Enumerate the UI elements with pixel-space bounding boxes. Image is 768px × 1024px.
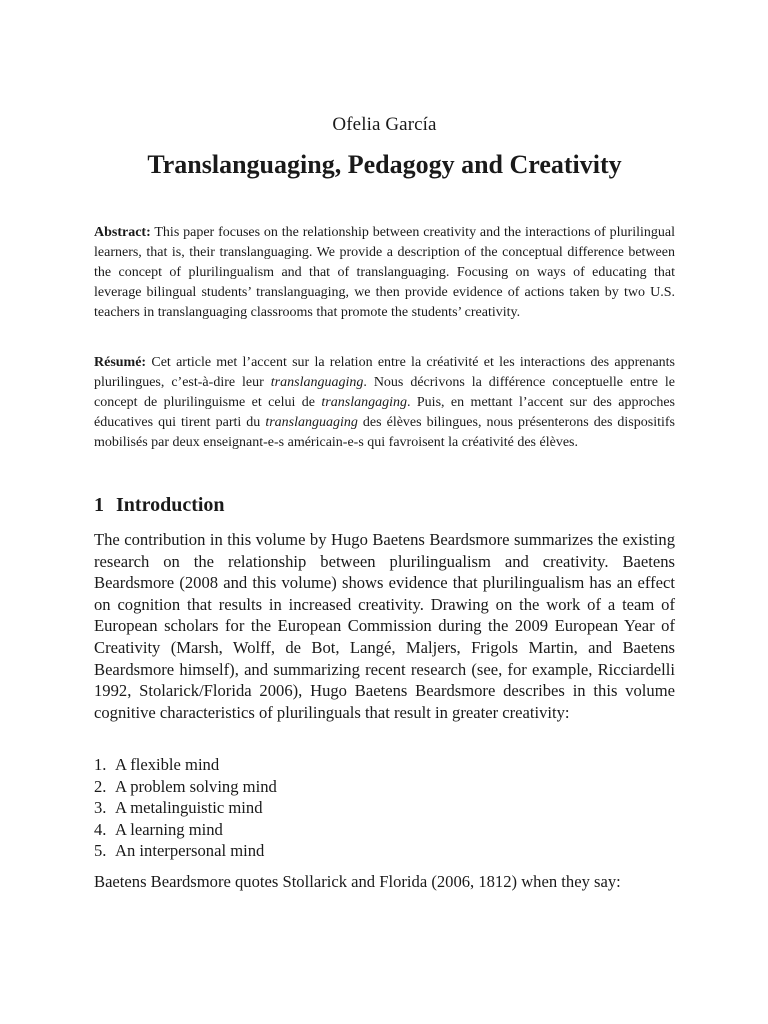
author-name: Ofelia García xyxy=(332,114,437,135)
resume-text-4: des élèves bilingues, nous présenterons des dispositifs mobilisés par deux enseignant-e-s américain-e-s qui favroisent la créativité des élèves. xyxy=(94,414,675,450)
resume-emphasis-1: translanguaging xyxy=(270,374,364,390)
list-item-number: 3. xyxy=(94,798,107,818)
list-item-number: 2. xyxy=(94,776,107,796)
list-item xyxy=(94,754,675,776)
abstract-text: This paper focuses on the relationship between creativity and the interactions of plurilingual learners, that is, their translanguaging. We provide a description of the conceptual difference between the concept of plurilingualism and that of translanguaging. Focusing on ways of educating that leverage bilingual students’ translanguaging, we then provide evidence of actions taken by two U.S. teachers in translanguaging classrooms that promote the students’ creativity. xyxy=(94,225,675,320)
list-item xyxy=(94,776,675,798)
list-item-text: A learning mind xyxy=(115,819,223,839)
abstract xyxy=(94,223,675,323)
list-item-number: 4. xyxy=(94,819,107,839)
creativity-list xyxy=(94,754,675,862)
resume-emphasis-3: translanguaging xyxy=(265,414,358,430)
closing-paragraph: Baetens Beardsmore quotes Stollarick and Florida (2006, 1812) when they say: xyxy=(94,872,621,891)
resume-text-1: Cet article met l’accent sur la relation entre la créativité et les interactions des apprenants plurilingues, c’est-à-dire leur xyxy=(94,355,676,390)
resume-emphasis-2: translangaging xyxy=(321,394,407,410)
intro-paragraph: The contribution in this volume by Hugo Baetens Beardsmore summarizes the existing research on the relationship between plurilingualism and creativity. Baetens Beardsmore (2008 and this volume) shows evidence that plurilingualism has an effect on cognition that results in increased creativity. Drawing on the work of a team of European scholars for the European Commission during the 2009 European Year of Creativity (Marsh, Wolff, de Bot, Langé, Maljers, Frigols Martin, and Baetens Beardsmore himself), and summarizing recent research (see, for example, Ricciardelli 1992, Stolarick/Florida 2006), Hugo Baetens Beardsmore describes in this volume cognitive characteristics of plurilinguals that result in greater creativity: xyxy=(94,530,675,722)
resume-text-3: . Puis, en mettant l’accent sur des approches éducatives qui tirent parti du xyxy=(94,394,675,430)
list-item xyxy=(94,819,675,841)
list-item-number: 1. xyxy=(94,755,107,774)
section-number: 1 xyxy=(94,494,104,516)
list-item-number: 5. xyxy=(94,841,107,861)
abstract-label: Abstract: xyxy=(94,225,151,240)
section-heading xyxy=(94,494,225,517)
resume-text-2: . Nous décrivons la différence conceptuelle entre le concept de plurilinguisme et celui de xyxy=(94,374,675,410)
resume xyxy=(94,353,675,453)
paper-title: Translanguaging, Pedagogy and Creativity xyxy=(147,150,622,179)
list-item xyxy=(94,840,675,862)
section-title: Introduction xyxy=(116,494,225,516)
resume-label: Résumé: xyxy=(94,355,147,370)
list-item-text: A problem solving mind xyxy=(115,776,277,796)
list-item-text: An interpersonal mind xyxy=(115,841,265,861)
list-item-text: A metalinguistic mind xyxy=(115,798,263,818)
list-item-text: A flexible mind xyxy=(115,755,220,774)
list-item xyxy=(94,797,675,819)
